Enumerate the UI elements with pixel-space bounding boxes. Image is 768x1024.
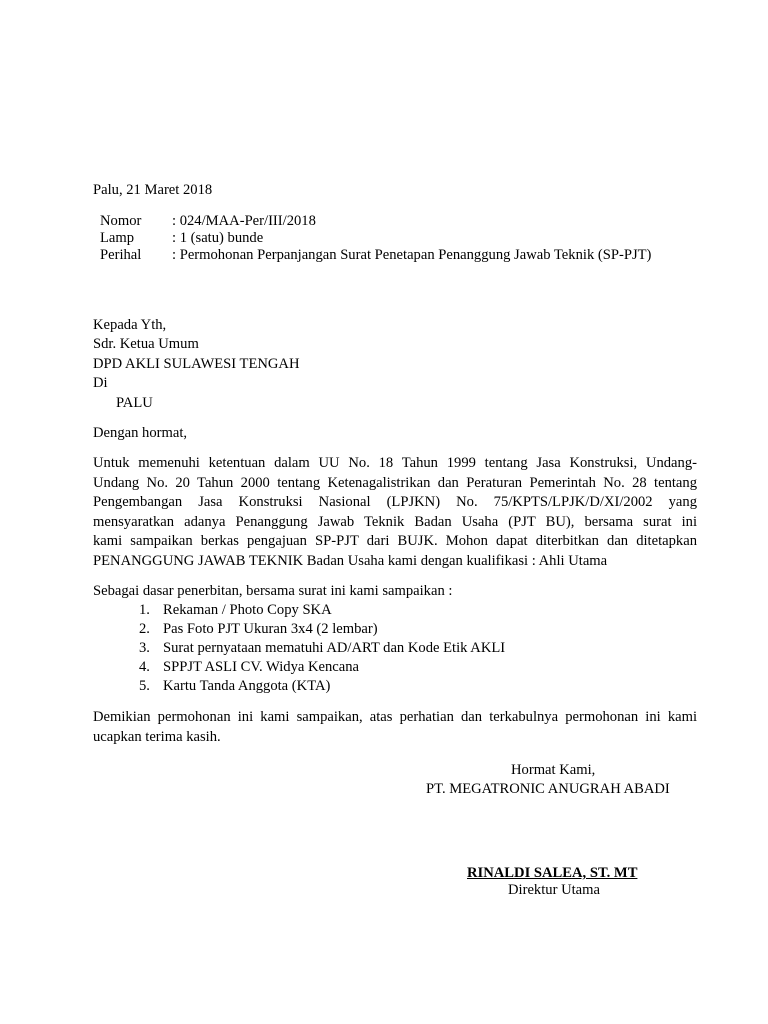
signer-title: Direktur Utama [508,882,600,898]
list-item [139,639,505,659]
list-text: SPPJT ASLI CV. Widya Kencana [163,659,360,675]
company-name: PT. MEGATRONIC ANUGRAH ABADI [426,781,670,797]
signer-name: RINALDI SALEA, ST. MT [467,865,638,881]
list-text: Kartu Tanda Anggota (KTA) [163,678,331,694]
list-number: 2. [139,621,150,637]
greeting: Dengan hormat, [93,425,188,441]
list-text: Surat pernyataan mematuhi AD/ART dan Kode Etik AKLI [163,640,506,656]
recipient-line: Kepada Yth, [93,317,167,333]
meta-key: Lamp [100,230,135,246]
paragraph-line: Pengembangan Jasa Konstruksi Nasional (LPJKN) No. 75/KPTS/LPJK/D/XI/2002 yang [93,494,697,510]
meta-row-perihal [100,246,651,266]
paragraph-line: Demikian permohonan ini kami sampaikan, atas perhatian dan terkabulnya permohonan ini kami [93,709,697,725]
list-number: 4. [139,659,150,675]
meta-value: : Permohonan Perpanjangan Surat Penetapan Penanggung Jawab Teknik (SP-PJT) [172,247,652,263]
meta-key: Perihal [100,247,142,263]
paragraph-line: kami sampaikan berkas pengajuan SP-PJT dari BUJK. Mohon dapat diterbitkan dan ditetapkan [93,533,697,549]
meta-value: : 1 (satu) bunde [172,230,264,246]
closing-paragraph [93,708,697,747]
list-text: Pas Foto PJT Ukuran 3x4 (2 lembar) [163,621,378,637]
paragraph-line: mensyaratkan adanya Penanggung Jawab Teknik Badan Usaha (PJT BU), bersama surat ini [93,513,697,530]
paragraph-line: Untuk memenuhi ketentuan dalam UU No. 18 Tahun 1999 tentang Jasa Konstruksi, Undang- [93,455,697,471]
recipient-line: Di [93,375,108,391]
body-paragraph [93,454,697,571]
paragraph-line: PENANGGUNG JAWAB TEKNIK Badan Usaha kami dengan kualifikasi : Ahli Utama [93,552,608,569]
list-item [139,601,332,621]
list-number: 3. [139,640,150,656]
list-text: Rekaman / Photo Copy SKA [163,602,332,618]
list-item [139,677,330,697]
list-number: 1. [139,602,150,618]
attachments-intro: Sebagai dasar penerbitan, bersama surat ini kami sampaikan : [93,583,453,599]
recipient-line: Sdr. Ketua Umum [93,336,199,352]
letter-date: Palu, 21 Maret 2018 [93,182,213,198]
list-item [139,620,378,640]
meta-value: : 024/MAA-Per/III/2018 [172,213,316,229]
meta-key: Nomor [100,213,142,229]
recipient-line: PALU [116,395,153,411]
list-number: 5. [139,678,150,694]
paragraph-line: Undang No. 20 Tahun 2000 tentang Ketenagalistrikan dan Peraturan Pemerintah No. 28 tentang [93,474,697,491]
recipient-line: DPD AKLI SULAWESI TENGAH [93,356,300,372]
signature-salutation: Hormat Kami, [511,762,596,778]
list-item [139,658,359,678]
paragraph-line: ucapkan terima kasih. [93,728,221,745]
